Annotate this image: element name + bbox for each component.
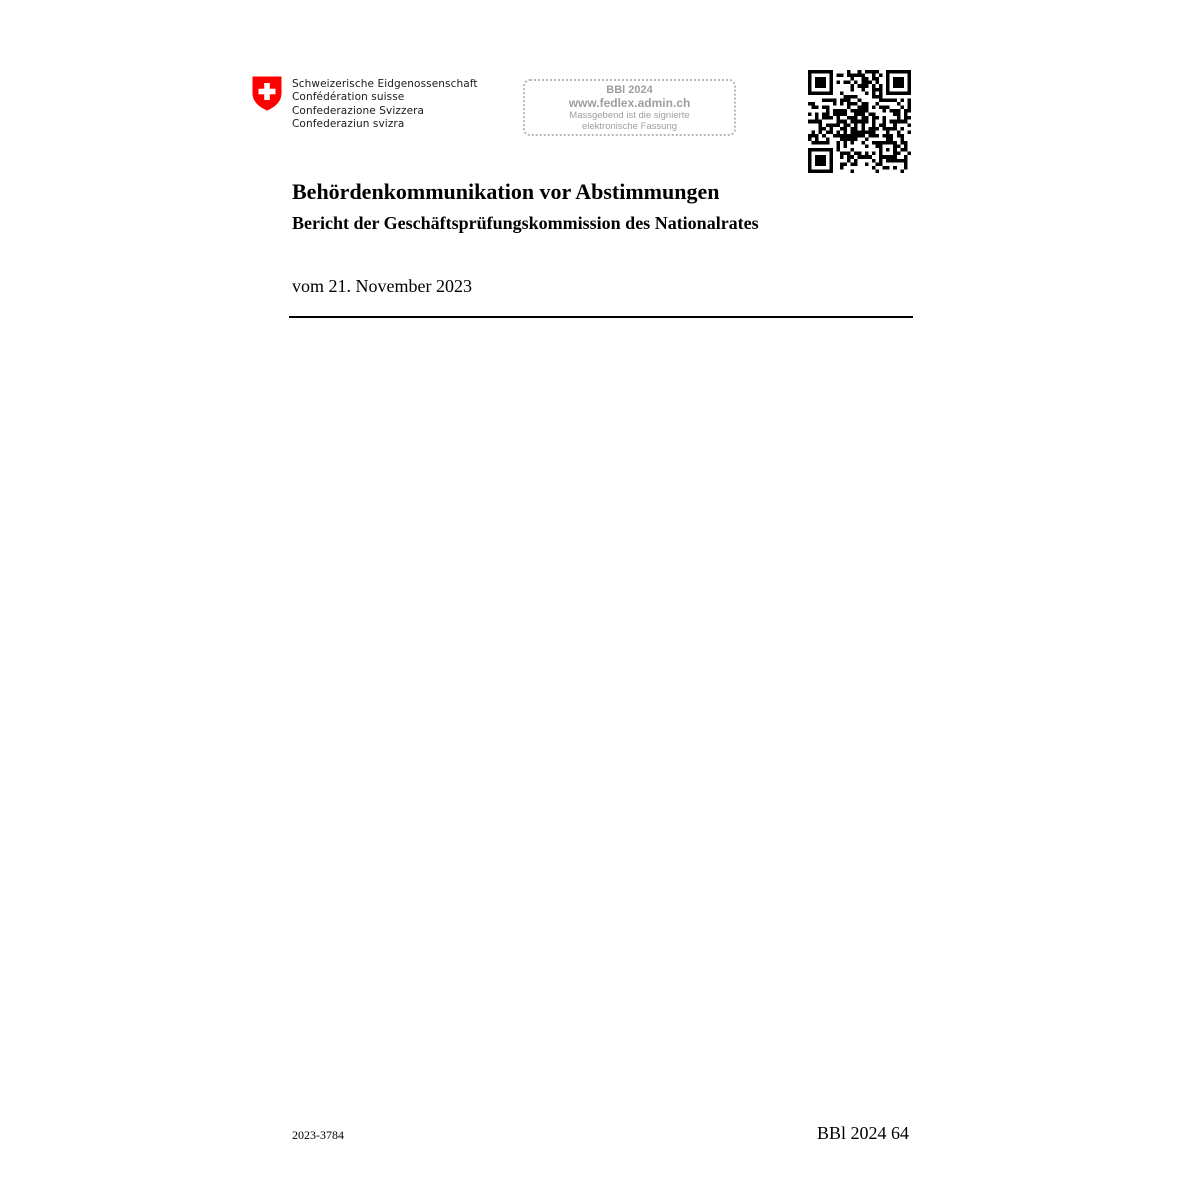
page-title: Behördenkommunikation vor Abstimmungen	[292, 179, 720, 204]
stamp-url[interactable]: www.fedlex.admin.ch	[568, 96, 691, 110]
stamp-bbl: BBl 2024	[606, 84, 653, 96]
signature-stamp	[523, 79, 736, 136]
confederation-name-it: Confederazione Svizzera	[292, 104, 425, 117]
stamp-note-2: elektronische Fassung	[581, 121, 678, 132]
title-divider	[289, 316, 913, 318]
confederation-names	[292, 78, 478, 132]
report-date: vom 21. November 2023	[292, 276, 472, 296]
stamp-note-1: Massgebend ist die signierte	[569, 110, 690, 121]
bbl-reference: BBl 2024 64	[816, 1123, 909, 1143]
swiss-cross-shield-icon	[252, 76, 282, 111]
document-number: 2023-3784	[292, 1128, 344, 1142]
confederation-name-rm: Confederaziun svizra	[292, 118, 405, 131]
confederation-name-de: Schweizerische Eidgenossenschaft	[292, 78, 478, 90]
qr-code-icon	[808, 70, 911, 173]
page-subtitle: Bericht der Geschäftsprüfungskommission des Nationalrates	[292, 213, 759, 233]
confederation-name-fr: Confédération suisse	[292, 91, 405, 104]
